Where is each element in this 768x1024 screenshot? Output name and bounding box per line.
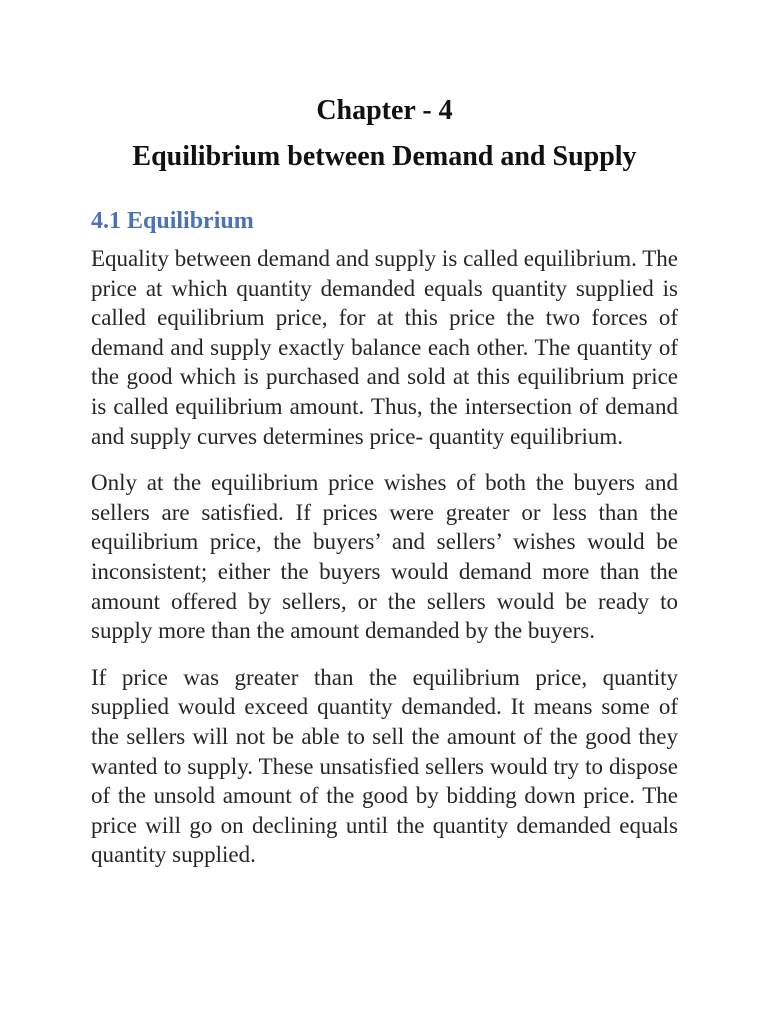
paragraph-excess-supply: If price was greater than the equilibrium price, quantity supplied would exceed quantity demanded. It means some of the sellers will not be able to sell the amount of the good they wanted to supply. These unsatisfied sellers would try to dispose of the unsold amount of the good by bidding down price. The price will go on declining until the quantity demanded equals quantity supplied. — [91, 664, 678, 868]
paragraph-equilibrium-definition: Equality between demand and supply is called equilibrium. The price at which quantity demanded equals quantity supplied is called equilibrium price, for at this price the two forces of demand and supply exactly balance each other. The quantity of the good which is purchased and sold at this equilibrium price is called equilibrium amount. Thus, the intersection of demand and supply curves determines price- quantity equilibrium. — [91, 246, 678, 449]
paragraph-buyers-sellers-wishes: Only at the equilibrium price wishes of both the buyers and sellers are satisfied. If prices were greater or less than the equilibrium price, the buyers’ and sellers’ wishes would be inconsistent; either the buyers would demand more than the amount offered by sellers, or the sellers would be ready to supply more than the amount demanded by the buyers. — [91, 470, 678, 644]
chapter-number: Chapter - 4 — [316, 95, 453, 126]
chapter-title: Equilibrium between Demand and Supply — [132, 141, 637, 172]
section-heading: 4.1 Equilibrium — [91, 208, 254, 234]
